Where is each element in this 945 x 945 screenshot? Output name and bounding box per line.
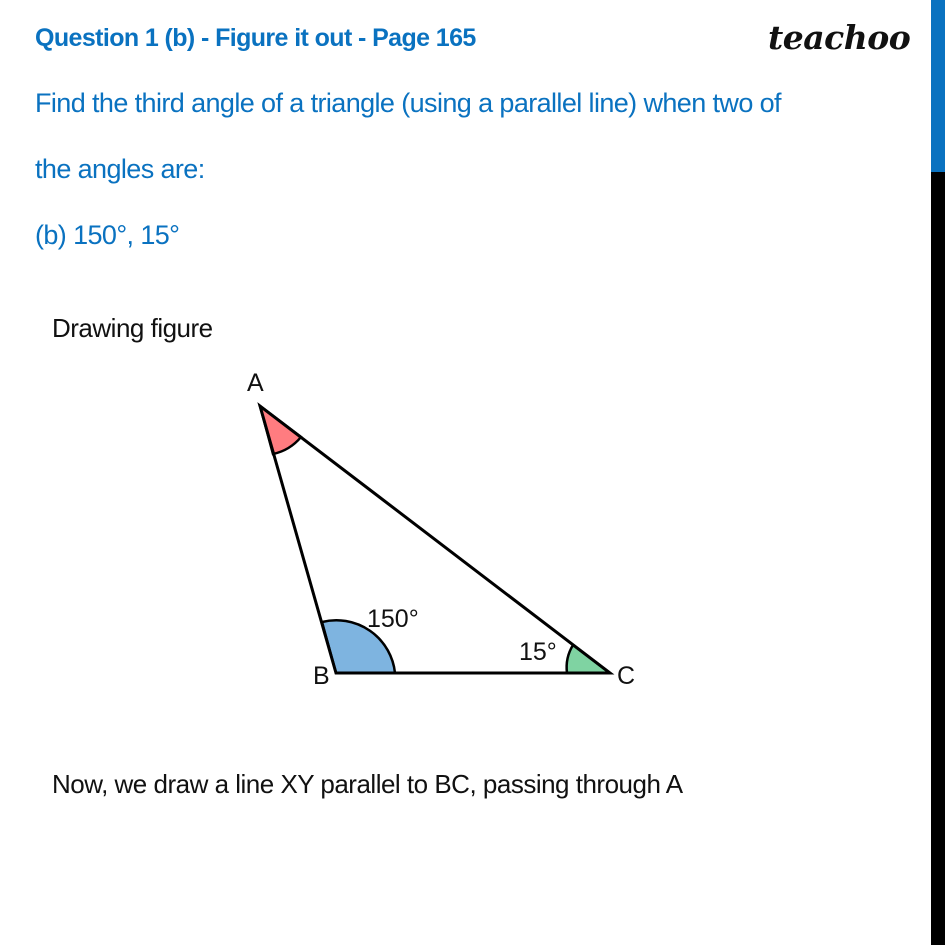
sidebar-accent-blue: [931, 0, 945, 172]
vertex-label-b: B: [313, 662, 330, 690]
angle-c-label: 15°: [519, 638, 557, 666]
sidebar-accent-black: [931, 172, 945, 945]
step-draw-parallel-line: Now, we draw a line XY parallel to BC, passing through A: [52, 769, 683, 799]
question-line-1: Find the third angle of a triangle (using a parallel line) when two of: [35, 88, 781, 118]
teachoo-logo: teachoo: [768, 18, 911, 57]
question-line-2: the angles are:: [35, 154, 205, 184]
angle-b-label: 150°: [367, 605, 419, 633]
vertex-label-a: A: [247, 369, 264, 397]
step-drawing-figure: Drawing figure: [52, 313, 213, 343]
page-title: Question 1 (b) - Figure it out - Page 165: [35, 24, 476, 52]
question-part-b: (b) 150°, 15°: [35, 220, 180, 250]
triangle-abc: [260, 406, 610, 673]
vertex-label-c: C: [617, 662, 636, 690]
